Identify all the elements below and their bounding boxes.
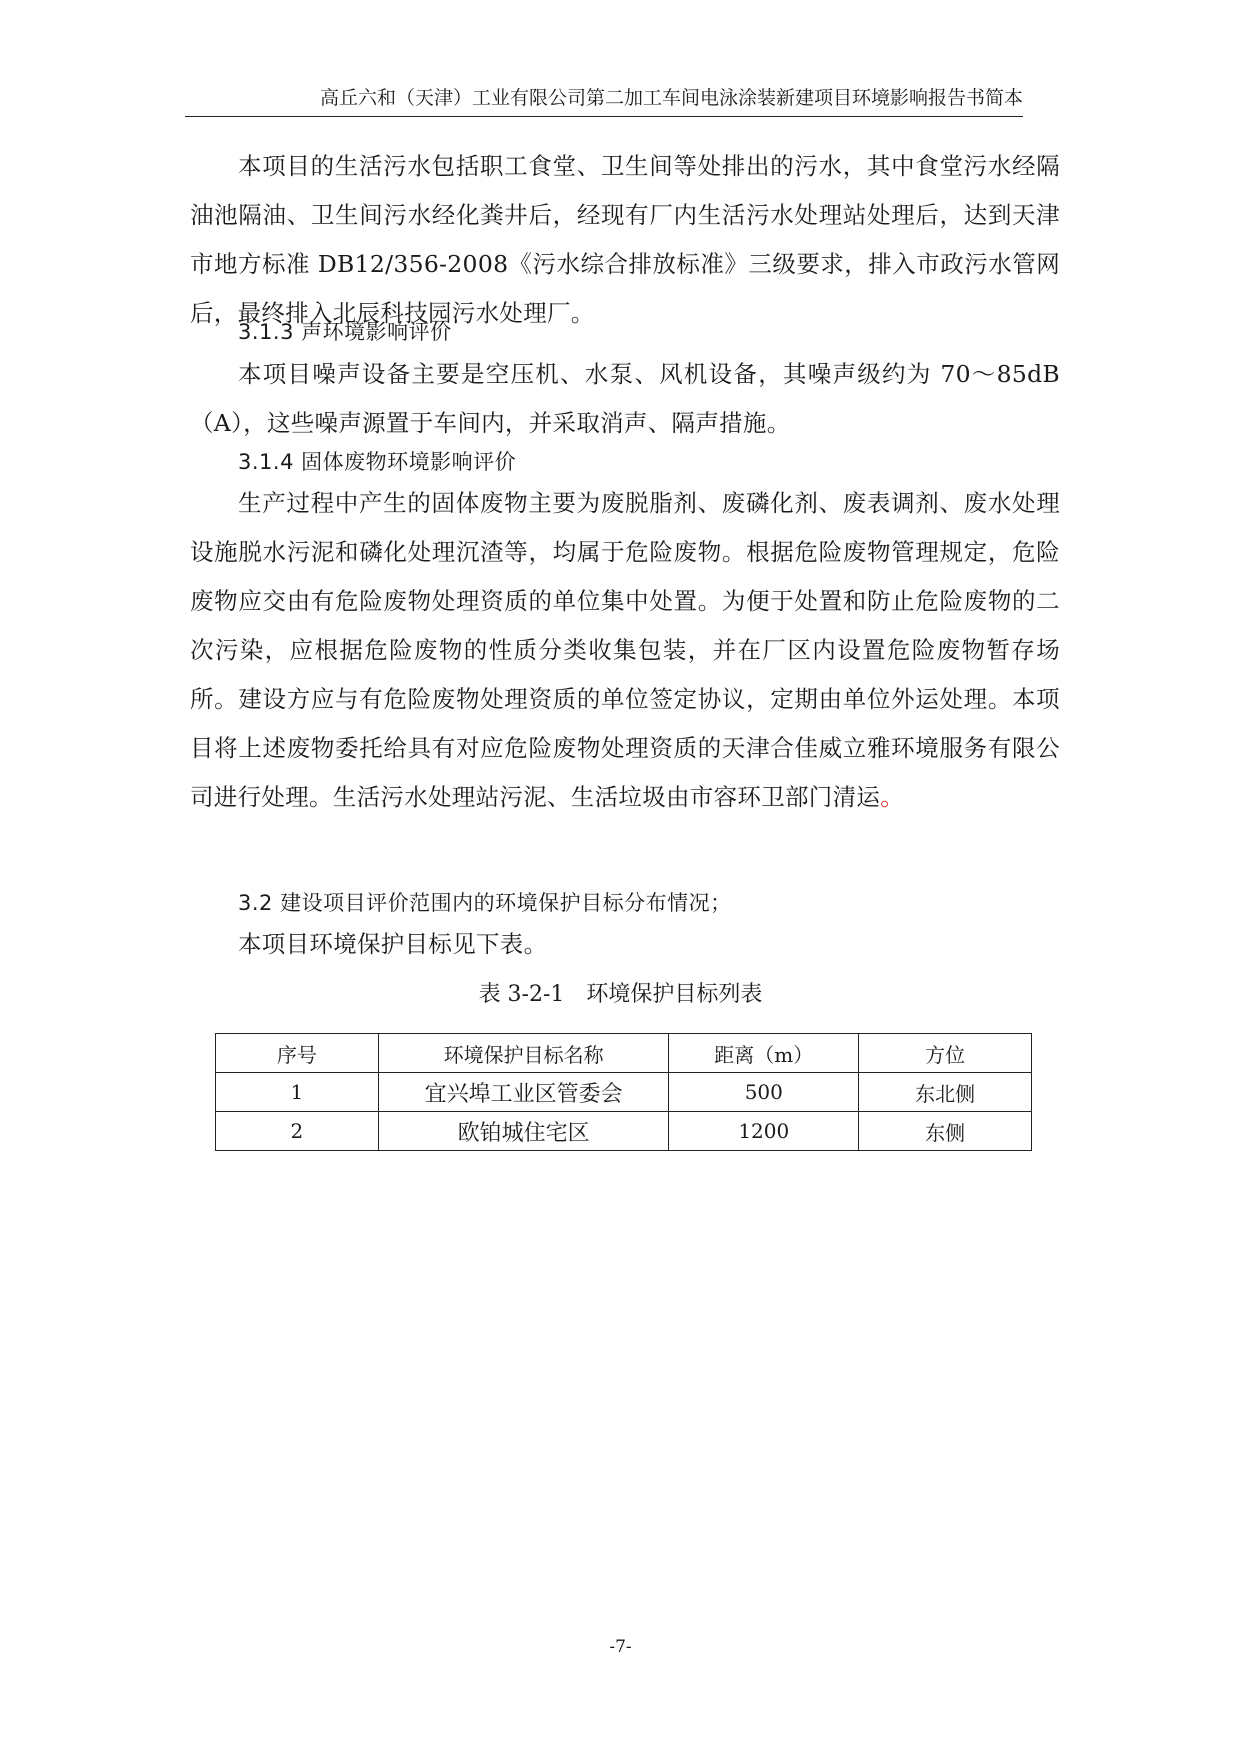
- solid-waste-period: 。: [880, 783, 905, 811]
- paragraph-noise: 本项目噪声设备主要是空压机、水泵、风机设备，其噪声级约为 70～85dB（A），这些噪声源置于车间内，并采取消声、隔声措施。: [190, 360, 1060, 437]
- heading-noise: 3.1.3 声环境影响评价: [238, 320, 452, 344]
- table-row: [216, 1073, 1032, 1112]
- heading-protection-targets: 3.2 建设项目评价范围内的环境保护目标分布情况；: [238, 891, 732, 915]
- header-title: 高丘六和（天津）工业有限公司第二加工车间电泳涂装新建项目环境影响报告书简本: [319, 87, 1023, 109]
- cell-index: 1: [216, 1073, 379, 1112]
- heading-solid-waste: 3.1.4 固体废物环境影响评价: [238, 450, 517, 474]
- protection-targets-table: [215, 1033, 1032, 1151]
- cell-direction: 东侧: [859, 1112, 1032, 1151]
- header-cell-distance: 距离（m）: [669, 1034, 859, 1073]
- table-caption-number: 表 3-2-1: [478, 982, 565, 1007]
- header-cell-direction: 方位: [859, 1034, 1032, 1073]
- table-header-row: [216, 1034, 1032, 1073]
- cell-index: 2: [216, 1112, 379, 1151]
- table-caption: [0, 980, 1241, 1010]
- cell-distance: 1200: [669, 1112, 859, 1151]
- paragraph-table-intro: 本项目环境保护目标见下表。: [238, 930, 548, 958]
- page-header: [185, 86, 1023, 117]
- cell-name: 欧铂城住宅区: [378, 1112, 669, 1151]
- table-caption-title: 环境保护目标列表: [586, 982, 763, 1007]
- table-row: [216, 1112, 1032, 1151]
- cell-distance: 500: [669, 1073, 859, 1112]
- cell-direction: 东北侧: [859, 1073, 1032, 1112]
- header-cell-index: 序号: [216, 1034, 379, 1073]
- page-number: -7-: [609, 1637, 632, 1657]
- paragraph-sewage: 本项目的生活污水包括职工食堂、卫生间等处排出的污水，其中食堂污水经隔油池隔油、卫生间污水经化粪井后，经现有厂内生活污水处理站处理后，达到天津市地方标准 DB12/356-2008《污水综合排放标准》三级要求，排入市政污水管网后，最终排入北辰科技园污水处理厂。: [190, 152, 1060, 327]
- header-cell-name: 环境保护目标名称: [378, 1034, 669, 1073]
- solid-waste-text: 生产过程中产生的固体废物主要为废脱脂剂、废磷化剂、废表调剂、废水处理设施脱水污泥和磷化处理沉渣等，均属于危险废物。根据危险废物管理规定，危险废物应交由有危险废物处理资质的单位集中处置。为便于处置和防止危险废物的二次污染，应根据危险废物的性质分类收集包装，并在厂区内设置危险废物暂存场所。建设方应与有危险废物处理资质的单位签定协议，定期由单位外运处理。本项目将上述废物委托给具有对应危险废物处理资质的天津合佳威立雅环境服务有限公司进行处理。生活污水处理站污泥、生活垃圾由市容环卫部门清运: [190, 489, 1060, 811]
- paragraph-solid-waste: [190, 479, 1060, 822]
- cell-name: 宜兴埠工业区管委会: [378, 1073, 669, 1112]
